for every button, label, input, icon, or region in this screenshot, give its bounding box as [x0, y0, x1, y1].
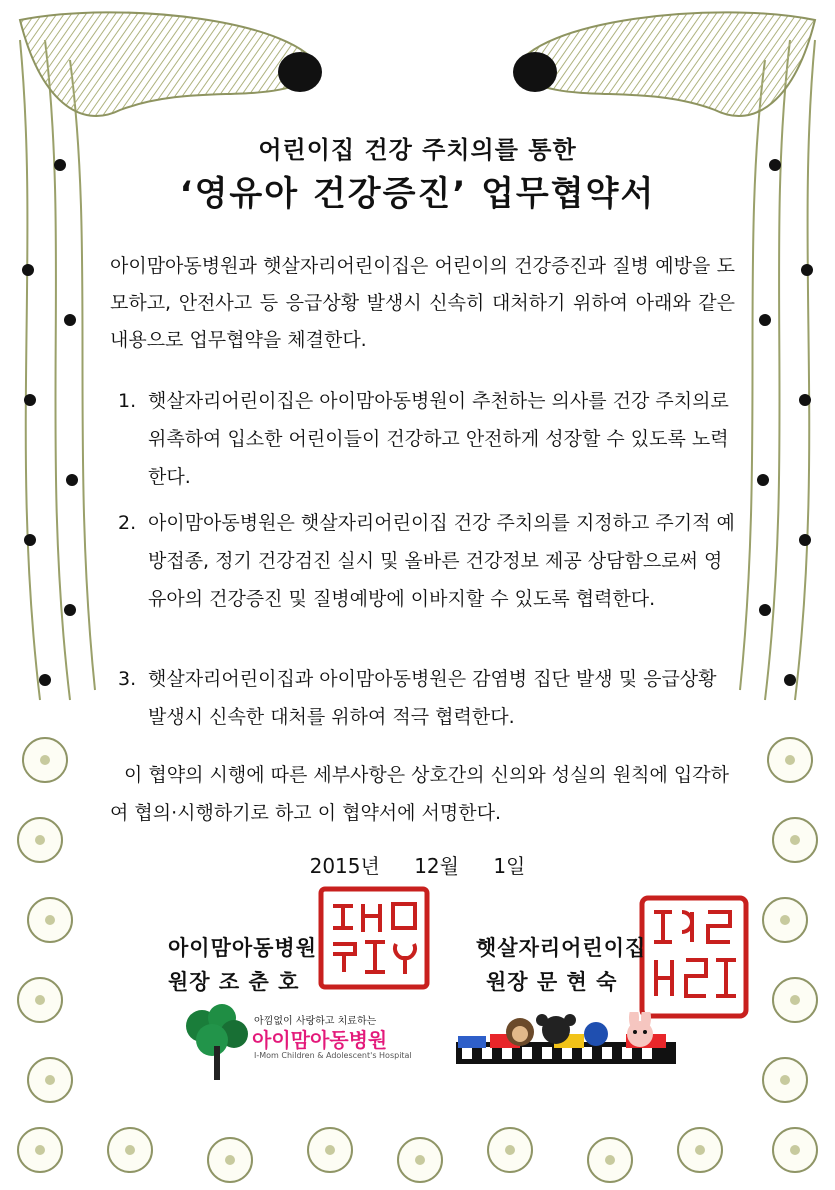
- date-day: 1일: [493, 854, 526, 878]
- hospital-seal: [318, 886, 430, 990]
- clause-text: 햇살자리어린이집은 아이맘아동병원이 추천하는 의사를 건강 주치의로 위촉하여 입소한 어린이들이 건강하고 안전하게 성장할 수 있도록 노력한다.: [148, 390, 729, 488]
- right-phoenix: [513, 12, 815, 116]
- daycare-name: 햇살자리어린이집: [476, 936, 647, 960]
- daycare-logo: [456, 1012, 676, 1076]
- clause-3: [118, 660, 738, 736]
- hospital-logo: [182, 1004, 412, 1084]
- daycare-seal: [638, 894, 750, 1020]
- tree-icon: [182, 1004, 252, 1082]
- agreement-date: [0, 850, 835, 879]
- hospital-name: 아이맘아동병원: [168, 936, 318, 960]
- document-title: ‘영유아 건강증진’ 업무협약서: [179, 174, 656, 214]
- daycare-director: 원장 문 현 숙: [486, 970, 618, 994]
- logo-name: 아이맘아동병원: [252, 1028, 388, 1052]
- left-phoenix: [20, 12, 322, 116]
- date-year: 2015년: [309, 854, 380, 878]
- clause-number: 3.: [118, 668, 137, 690]
- hospital-director: 원장 조 춘 호: [168, 970, 300, 994]
- clause-2: [118, 504, 738, 618]
- logo-english: I-Mom Children & Adolescent's Hospital: [254, 1051, 412, 1060]
- clause-text: 아이맘아동병원은 햇살자리어린이집 건강 주치의를 지정하고 주기적 예방접종, 정기 건강검진 실시 및 올바른 건강정보 제공 상담함으로써 영유아의 건강증진 및 질병예방에 이바지할 수 있도록 협력한다.: [148, 512, 735, 610]
- clause-text: 햇살자리어린이집과 아이맘아동병원은 감염병 집단 발생 및 응급상황 발생시 신속한 대처를 위하여 적극 협력한다.: [148, 668, 717, 728]
- intro-paragraph: 아이맘아동병원과 햇살자리어린이집은 어린이의 건강증진과 질병 예방을 도모하고, 안전사고 등 응급상황 발생시 신속히 대처하기 위하여 아래와 같은 내용으로 업무협약을 체결한다.: [110, 255, 735, 351]
- clause-1: [118, 382, 738, 496]
- date-month: 12월: [414, 854, 459, 878]
- clause-number: 2.: [118, 512, 137, 534]
- clause-number: 1.: [118, 390, 137, 412]
- closing-paragraph: 이 협약의 시행에 따른 세부사항은 상호간의 신의와 성실의 원칙에 입각하여 협의·시행하기로 하고 이 협약서에 서명한다.: [110, 764, 729, 824]
- document-subtitle: 어린이집 건강 주치의를 통한: [258, 136, 577, 164]
- logo-tagline: 아낌없이 사랑하고 치료하는: [254, 1016, 377, 1027]
